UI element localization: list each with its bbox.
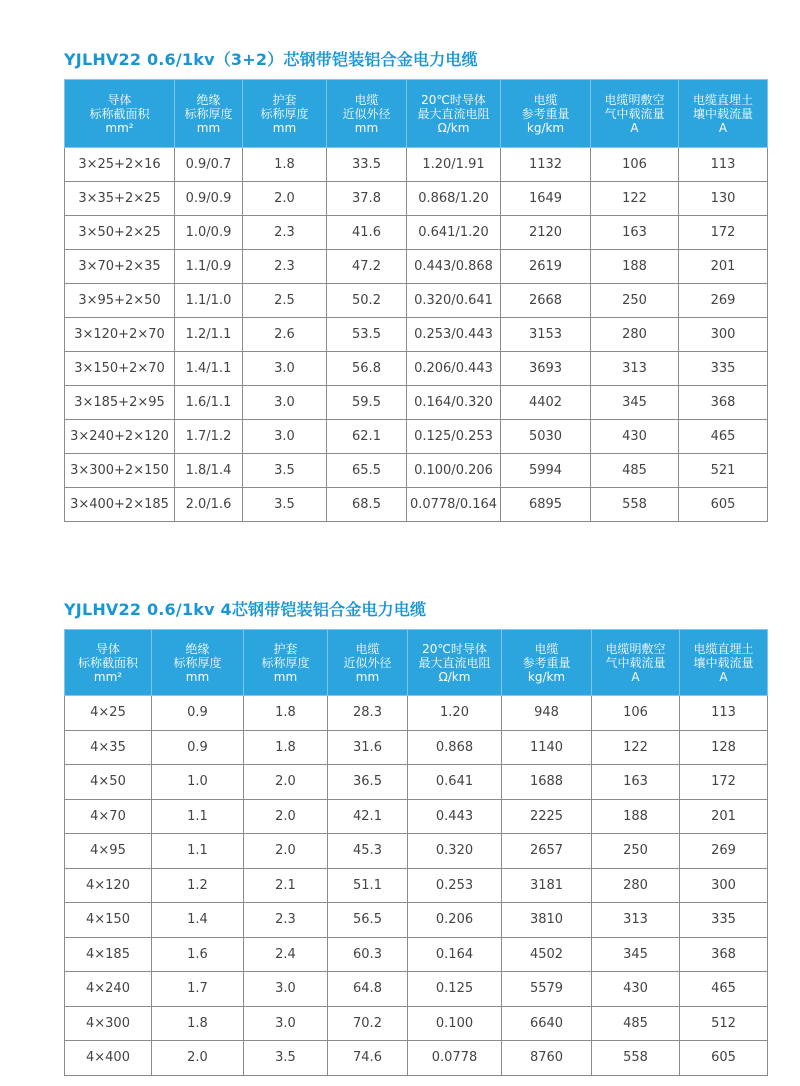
table-cell: 3×50+2×25	[65, 216, 175, 250]
table-cell: 68.5	[327, 488, 407, 522]
column-header	[65, 80, 175, 148]
column-header	[408, 630, 502, 696]
table-cell: 2.5	[243, 284, 327, 318]
table-cell: 5994	[501, 454, 591, 488]
column-header	[679, 80, 768, 148]
table-cell: 0.253/0.443	[407, 318, 501, 352]
table-cell: 56.5	[328, 903, 408, 938]
table-cell: 0.868	[408, 730, 502, 765]
table-cell: 1649	[501, 182, 591, 216]
table-cell: 1132	[501, 148, 591, 182]
table-row	[65, 420, 768, 454]
table-cell: 3693	[501, 352, 591, 386]
table-row	[65, 1006, 768, 1041]
table-row	[65, 937, 768, 972]
table-cell: 31.6	[328, 730, 408, 765]
table-header-row	[65, 80, 768, 148]
table-cell: 3×185+2×95	[65, 386, 175, 420]
table-cell: 1.20	[408, 696, 502, 731]
table-cell: 4×240	[65, 972, 152, 1007]
table-cell: 1.8	[244, 730, 328, 765]
column-header-line: 绝缘	[185, 641, 210, 656]
table-row	[65, 972, 768, 1007]
table-cell: 6640	[502, 1006, 592, 1041]
column-header	[152, 630, 244, 696]
table-cell: 4×185	[65, 937, 152, 972]
table-cell: 2619	[501, 250, 591, 284]
table-cell: 106	[592, 696, 680, 731]
column-header	[243, 80, 327, 148]
table-cell: 3153	[501, 318, 591, 352]
table-cell: 4×25	[65, 696, 152, 731]
table-cell: 2668	[501, 284, 591, 318]
table-cell: 1.1/0.9	[175, 250, 243, 284]
table-row	[65, 182, 768, 216]
table-cell: 45.3	[328, 834, 408, 869]
column-header	[327, 80, 407, 148]
table-cell: 1.0/0.9	[175, 216, 243, 250]
table-cell: 163	[591, 216, 679, 250]
column-header-line: 壤中载流量	[693, 655, 754, 670]
table-cell: 6895	[501, 488, 591, 522]
column-header-line: mm	[196, 120, 221, 135]
table-cell: 948	[502, 696, 592, 731]
table-cell: 3.0	[243, 352, 327, 386]
table-cell: 3.5	[243, 488, 327, 522]
column-header	[244, 630, 328, 696]
table-cell: 4×400	[65, 1041, 152, 1076]
column-header-line: mm	[185, 669, 210, 684]
table-header-row	[65, 630, 768, 696]
column-header-line: 电缆直埋土	[693, 641, 754, 656]
table-cell: 128	[680, 730, 768, 765]
table-cell: 0.206/0.443	[407, 352, 501, 386]
column-header-line: Ω/km	[438, 669, 471, 684]
column-header-line: 标称厚度	[261, 655, 310, 670]
table-cell: 269	[680, 834, 768, 869]
column-header	[407, 80, 501, 148]
table-cell: 0.641	[408, 765, 502, 800]
table-cell: 2.0/1.6	[175, 488, 243, 522]
table-cell: 3.0	[243, 420, 327, 454]
table-row	[65, 799, 768, 834]
table-cell: 345	[591, 386, 679, 420]
column-header-line: A	[631, 669, 640, 684]
table-cell: 465	[679, 420, 768, 454]
table-cell: 53.5	[327, 318, 407, 352]
column-header-line: 导体	[95, 641, 120, 656]
table-cell: 2.3	[244, 903, 328, 938]
column-header-line: 电缆	[355, 641, 380, 656]
table-cell: 0.206	[408, 903, 502, 938]
column-header-line: mm	[354, 120, 379, 135]
column-header-line: 电缆明敷空	[605, 641, 666, 656]
column-header-line: 20℃时导体	[421, 92, 486, 107]
table-cell: 3×95+2×50	[65, 284, 175, 318]
column-header-line: 标称厚度	[173, 655, 222, 670]
table-cell: 335	[680, 903, 768, 938]
table-cell: 3181	[502, 868, 592, 903]
table-row	[65, 488, 768, 522]
table-row	[65, 386, 768, 420]
table-cell: 1140	[502, 730, 592, 765]
table-cell: 0.443	[408, 799, 502, 834]
column-header-line: A	[719, 669, 728, 684]
column-header-line: A	[718, 120, 728, 135]
table-cell: 368	[679, 386, 768, 420]
table-cell: 188	[592, 799, 680, 834]
table-cell: 28.3	[328, 696, 408, 731]
table-cell: 0.868/1.20	[407, 182, 501, 216]
table-cell: 0.9/0.9	[175, 182, 243, 216]
column-header-line: 电缆明敷空	[604, 92, 665, 107]
table-cell: 1.0	[152, 765, 244, 800]
table-cell: 1.1/1.0	[175, 284, 243, 318]
table-cell: 605	[679, 488, 768, 522]
table-cell: 1.1	[152, 799, 244, 834]
table-cell: 0.0778	[408, 1041, 502, 1076]
table-cell: 56.8	[327, 352, 407, 386]
table-row	[65, 318, 768, 352]
table-cell: 0.320	[408, 834, 502, 869]
table-cell: 4402	[501, 386, 591, 420]
table-row	[65, 216, 768, 250]
table-cell: 4×300	[65, 1006, 152, 1041]
table-cell: 4502	[502, 937, 592, 972]
table-cell: 70.2	[328, 1006, 408, 1041]
table-cell: 2.3	[243, 250, 327, 284]
table-cell: 313	[592, 903, 680, 938]
table-cell: 345	[592, 937, 680, 972]
table-cell: 3.5	[243, 454, 327, 488]
table-cell: 300	[680, 868, 768, 903]
table-cell: 122	[592, 730, 680, 765]
table-cell: 201	[679, 250, 768, 284]
table-cell: 62.1	[327, 420, 407, 454]
table-cell: 2.6	[243, 318, 327, 352]
table-cell: 2.0	[243, 182, 327, 216]
column-header-line: 电缆直埋土	[692, 92, 753, 107]
table-cell: 8760	[502, 1041, 592, 1076]
table-cell: 250	[591, 284, 679, 318]
table-row	[65, 454, 768, 488]
column-header-line: 绝缘	[196, 92, 221, 107]
table-cell: 368	[680, 937, 768, 972]
column-header-line: 电缆	[354, 92, 379, 107]
table-cell: 5030	[501, 420, 591, 454]
column-header-line: 标称截面积	[77, 655, 138, 670]
column-header-line: 标称截面积	[89, 106, 150, 121]
table-cell: 172	[680, 765, 768, 800]
table-cell: 430	[591, 420, 679, 454]
column-header-line: 标称厚度	[184, 106, 233, 121]
table-cell: 558	[591, 488, 679, 522]
table-cell: 3×240+2×120	[65, 420, 175, 454]
table-cell: 47.2	[327, 250, 407, 284]
column-header-line: 近似外径	[343, 655, 392, 670]
column-header-line: 壤中载流量	[692, 106, 753, 121]
table-cell: 3×70+2×35	[65, 250, 175, 284]
table-cell: 558	[592, 1041, 680, 1076]
column-header-line: 最大直流电阻	[417, 106, 490, 121]
table-cell: 172	[679, 216, 768, 250]
column-header	[591, 80, 679, 148]
column-header	[328, 630, 408, 696]
column-header-line: 参考重量	[522, 655, 571, 670]
table-cell: 163	[592, 765, 680, 800]
table-row	[65, 1041, 768, 1076]
table-row	[65, 868, 768, 903]
column-header-line: 参考重量	[521, 106, 570, 121]
column-header-line: kg/km	[526, 120, 565, 135]
table-cell: 300	[679, 318, 768, 352]
table-cell: 521	[679, 454, 768, 488]
table-cell: 2225	[502, 799, 592, 834]
table-cell: 4×35	[65, 730, 152, 765]
table-cell: 1.8	[152, 1006, 244, 1041]
column-header-line: mm	[272, 120, 297, 135]
table-cell: 4×70	[65, 799, 152, 834]
column-header-line: 标称厚度	[260, 106, 309, 121]
table-cell: 512	[680, 1006, 768, 1041]
table-cell: 0.100	[408, 1006, 502, 1041]
table-cell: 0.125	[408, 972, 502, 1007]
column-header-line: 20℃时导体	[422, 641, 487, 656]
column-header	[502, 630, 592, 696]
column-header	[680, 630, 768, 696]
table-cell: 2.0	[244, 834, 328, 869]
table-cell: 3×35+2×25	[65, 182, 175, 216]
column-header-line: 电缆	[534, 641, 559, 656]
table-row	[65, 284, 768, 318]
column-header-line: 气中载流量	[605, 655, 666, 670]
column-header	[501, 80, 591, 148]
table-row	[65, 352, 768, 386]
table-cell: 1.2	[152, 868, 244, 903]
table-cell: 3×120+2×70	[65, 318, 175, 352]
table-cell: 122	[591, 182, 679, 216]
table-cell: 1.8	[244, 696, 328, 731]
table-cell: 605	[680, 1041, 768, 1076]
column-header-line: Ω/km	[437, 120, 470, 135]
column-header-line: mm	[355, 669, 380, 684]
table-cell: 2.3	[243, 216, 327, 250]
table-row	[65, 834, 768, 869]
table-cell: 41.6	[327, 216, 407, 250]
table-cell: 0.0778/0.164	[407, 488, 501, 522]
table-cell: 1.7/1.2	[175, 420, 243, 454]
table-row	[65, 765, 768, 800]
table-cell: 0.253	[408, 868, 502, 903]
table-cell: 250	[592, 834, 680, 869]
table-cell: 280	[592, 868, 680, 903]
table-cell: 269	[679, 284, 768, 318]
column-header-line: 导体	[107, 92, 132, 107]
column-header	[592, 630, 680, 696]
table-cell: 1.2/1.1	[175, 318, 243, 352]
column-header-line: 最大直流电阻	[418, 655, 491, 670]
table-cell: 3.0	[244, 1006, 328, 1041]
table-cell: 0.164	[408, 937, 502, 972]
table-cell: 4×50	[65, 765, 152, 800]
table-cell: 201	[680, 799, 768, 834]
column-header-line: kg/km	[527, 669, 566, 684]
table-cell: 2120	[501, 216, 591, 250]
table-cell: 0.641/1.20	[407, 216, 501, 250]
table-cell: 430	[592, 972, 680, 1007]
table-cell: 0.320/0.641	[407, 284, 501, 318]
table-cell: 3.5	[244, 1041, 328, 1076]
table-cell: 3×150+2×70	[65, 352, 175, 386]
column-header-line: mm²	[93, 669, 123, 684]
table-cell: 50.2	[327, 284, 407, 318]
table-cell: 313	[591, 352, 679, 386]
table-cell: 0.9/0.7	[175, 148, 243, 182]
table-cell: 485	[591, 454, 679, 488]
table-cell: 1.6/1.1	[175, 386, 243, 420]
table-cell: 2657	[502, 834, 592, 869]
table-cell: 335	[679, 352, 768, 386]
table-cell: 42.1	[328, 799, 408, 834]
table-cell: 0.9	[152, 730, 244, 765]
table-cell: 113	[679, 148, 768, 182]
table-cell: 3.0	[244, 972, 328, 1007]
column-header-line: 电缆	[533, 92, 558, 107]
column-header-line: 气中载流量	[604, 106, 665, 121]
column-header-line: 护套	[273, 641, 298, 656]
column-header	[65, 630, 152, 696]
table-cell: 3×25+2×16	[65, 148, 175, 182]
table-cell: 2.0	[244, 765, 328, 800]
table-cell: 0.125/0.253	[407, 420, 501, 454]
table-row	[65, 696, 768, 731]
table-cell: 0.443/0.868	[407, 250, 501, 284]
table-cell: 485	[592, 1006, 680, 1041]
table-cell: 113	[680, 696, 768, 731]
table-cell: 51.1	[328, 868, 408, 903]
table-cell: 3×300+2×150	[65, 454, 175, 488]
table-row	[65, 730, 768, 765]
table-cell: 36.5	[328, 765, 408, 800]
table-cell: 2.1	[244, 868, 328, 903]
column-header-line: 近似外径	[342, 106, 391, 121]
table-cell: 1.8/1.4	[175, 454, 243, 488]
table-cell: 5579	[502, 972, 592, 1007]
table-cell: 3.0	[243, 386, 327, 420]
table-cell: 1.7	[152, 972, 244, 1007]
table-cell: 4×150	[65, 903, 152, 938]
table-cell: 3×400+2×185	[65, 488, 175, 522]
table-cell: 106	[591, 148, 679, 182]
table-cell: 4×120	[65, 868, 152, 903]
column-header-line: 护套	[272, 92, 297, 107]
table-cell: 3810	[502, 903, 592, 938]
column-header-line: A	[630, 120, 639, 135]
table-cell: 2.0	[244, 799, 328, 834]
table-cell: 4×95	[65, 834, 152, 869]
table-cell: 1.8	[243, 148, 327, 182]
section-title: YJLHV22 0.6/1kv 4芯钢带铠装铝合金电力电缆	[64, 600, 427, 619]
table-cell: 130	[679, 182, 768, 216]
table-cell: 1.6	[152, 937, 244, 972]
column-header	[175, 80, 243, 148]
table-cell: 0.9	[152, 696, 244, 731]
table-cell: 465	[680, 972, 768, 1007]
table-cell: 1.4	[152, 903, 244, 938]
table-row	[65, 250, 768, 284]
table-cell: 1.4/1.1	[175, 352, 243, 386]
table-cell: 188	[591, 250, 679, 284]
table-cell: 1.20/1.91	[407, 148, 501, 182]
table-cell: 2.4	[244, 937, 328, 972]
table-row	[65, 903, 768, 938]
table-cell: 59.5	[327, 386, 407, 420]
column-header-line: mm	[273, 669, 298, 684]
table-cell: 0.164/0.320	[407, 386, 501, 420]
table-cell: 60.3	[328, 937, 408, 972]
table-cell: 0.100/0.206	[407, 454, 501, 488]
section-title: YJLHV22 0.6/1kv（3+2）芯钢带铠装铝合金电力电缆	[64, 50, 478, 69]
table-cell: 37.8	[327, 182, 407, 216]
spec-table-3plus2-core	[64, 79, 768, 522]
table-cell: 64.8	[328, 972, 408, 1007]
table-cell: 65.5	[327, 454, 407, 488]
table-cell: 74.6	[328, 1041, 408, 1076]
table-cell: 1.1	[152, 834, 244, 869]
table-row	[65, 148, 768, 182]
table-cell: 280	[591, 318, 679, 352]
spec-table-4-core	[64, 629, 768, 1076]
column-header-line: mm²	[105, 120, 134, 135]
table-cell: 33.5	[327, 148, 407, 182]
table-cell: 1688	[502, 765, 592, 800]
table-cell: 2.0	[152, 1041, 244, 1076]
